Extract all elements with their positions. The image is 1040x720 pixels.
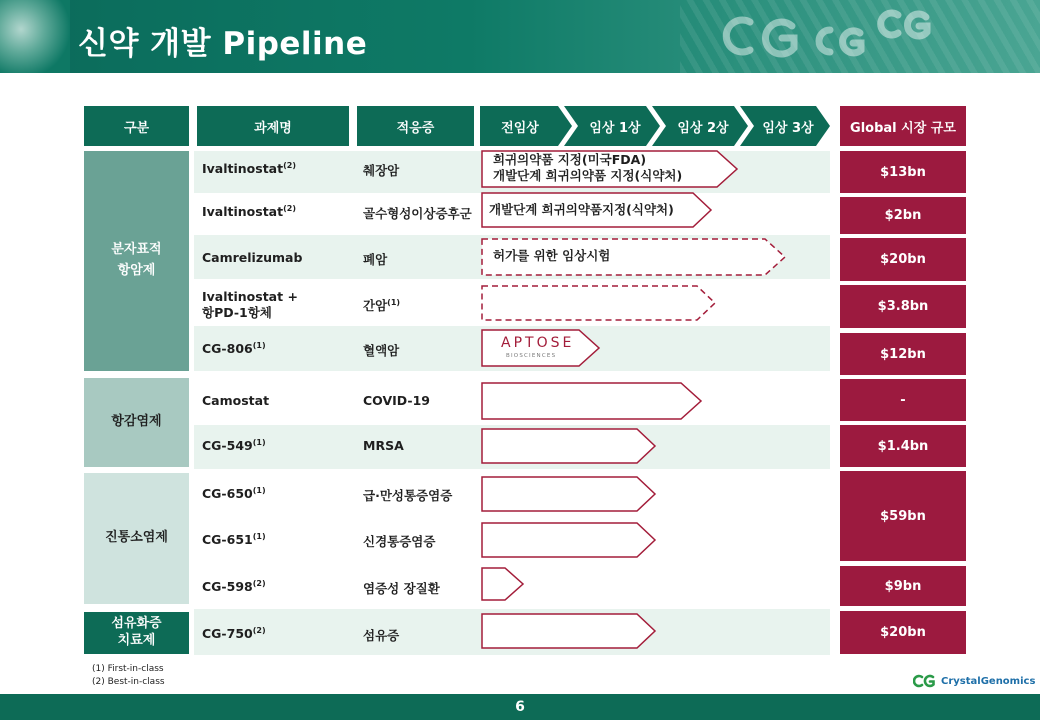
aptose-logo bbox=[487, 333, 575, 363]
project-name: CG-549$^{(1)}$ bbox=[202, 437, 266, 453]
indication: 혈액암 bbox=[363, 343, 400, 358]
indication: 폐암 bbox=[363, 252, 388, 267]
project-name: CG-598$^{(2)}$ bbox=[202, 578, 266, 594]
project-name: CG-806$^{(1)}$ bbox=[202, 340, 266, 356]
indication: 급·만성통증염증 bbox=[363, 488, 453, 503]
banner-decoration bbox=[0, 0, 70, 73]
phase-header bbox=[480, 106, 830, 146]
group-targeted-anticancer: 분자표적 항암제 bbox=[84, 151, 189, 371]
header-banner bbox=[0, 0, 1040, 73]
arrow-note: 희귀의약품 지정(미국FDA) 개발단계 희귀의약품 지정(식약처) bbox=[493, 152, 683, 184]
project-name: CG-750$^{(2)}$ bbox=[202, 625, 266, 641]
progress-arrow bbox=[481, 382, 703, 420]
project-name: Camrelizumab bbox=[202, 250, 303, 265]
group-antifibrotic: 섬유화증 치료제 bbox=[84, 612, 189, 654]
aptose-wordmark: APTOSE bbox=[501, 335, 575, 351]
market-size: $2bn bbox=[840, 197, 966, 234]
progress-arrow bbox=[481, 150, 739, 188]
header-project: 과제명 bbox=[197, 106, 349, 146]
page-title: 신약 개발 Pipeline bbox=[78, 26, 368, 62]
indication: 골수형성이상증후군 bbox=[363, 206, 472, 221]
company-name: CrystalGenomics bbox=[941, 675, 1036, 687]
indication: COVID-19 bbox=[363, 393, 430, 408]
progress-arrow bbox=[481, 476, 657, 512]
market-size: $20bn bbox=[840, 611, 966, 654]
phase-preclinical: 전임상 bbox=[501, 120, 539, 136]
progress-arrow bbox=[481, 192, 713, 228]
header-indication: 적응증 bbox=[357, 106, 474, 146]
project-name: CG-650$^{(1)}$ bbox=[202, 485, 266, 501]
market-size: $12bn bbox=[840, 333, 966, 375]
page-footer bbox=[0, 694, 1040, 720]
progress-arrow bbox=[481, 238, 787, 276]
page-number: 6 bbox=[515, 699, 525, 715]
indication: 간암$^{(1)}$ bbox=[363, 297, 401, 313]
progress-arrow bbox=[481, 613, 657, 649]
header-group: 구분 bbox=[84, 106, 189, 146]
market-size: $13bn bbox=[840, 151, 966, 193]
progress-arrow bbox=[481, 428, 657, 464]
footnote-best-in-class: (2) Best-in-class bbox=[92, 677, 165, 687]
market-size: $1.4bn bbox=[840, 425, 966, 467]
project-name: Ivaltinostat + 항PD-1항체 bbox=[202, 289, 298, 320]
banner-cg-watermark bbox=[680, 0, 1040, 73]
indication: 염증성 장질환 bbox=[363, 581, 440, 596]
project-name: Ivaltinostat$^{(2)}$ bbox=[202, 203, 296, 219]
footnote-first-in-class: (1) First-in-class bbox=[92, 664, 164, 674]
indication: 신경통증염증 bbox=[363, 534, 436, 549]
arrow-note: 허가를 위한 임상시험 bbox=[493, 248, 611, 263]
indication: 췌장암 bbox=[363, 163, 400, 178]
indication: 섬유증 bbox=[363, 628, 400, 643]
phase-1: 임상 1상 bbox=[589, 120, 641, 136]
group-anti-infective: 항감염제 bbox=[84, 378, 189, 467]
aptose-subtitle: BIOSCIENCES bbox=[506, 353, 557, 359]
project-name: CG-651$^{(1)}$ bbox=[202, 531, 266, 547]
phase-3: 임상 3상 bbox=[762, 120, 814, 136]
progress-arrow bbox=[481, 285, 717, 321]
market-size: $9bn bbox=[840, 566, 966, 606]
progress-arrow bbox=[481, 567, 525, 601]
header-market: Global 시장 규모 bbox=[840, 106, 966, 146]
market-size: $3.8bn bbox=[840, 285, 966, 328]
progress-arrow bbox=[481, 522, 657, 558]
project-name: Camostat bbox=[202, 393, 270, 408]
market-size: $59bn bbox=[840, 471, 966, 561]
cg-logo-icon bbox=[913, 674, 937, 688]
project-name: Ivaltinostat$^{(2)}$ bbox=[202, 160, 296, 176]
market-size: - bbox=[840, 379, 966, 421]
indication: MRSA bbox=[363, 438, 404, 453]
phase-2: 임상 2상 bbox=[677, 120, 729, 136]
group-analgesic: 진통소염제 bbox=[84, 473, 189, 604]
market-size: $20bn bbox=[840, 238, 966, 281]
arrow-note: 개발단계 희귀의약품지정(식약처) bbox=[489, 202, 674, 217]
company-logo bbox=[913, 674, 1035, 688]
progress-arrow bbox=[481, 329, 601, 367]
